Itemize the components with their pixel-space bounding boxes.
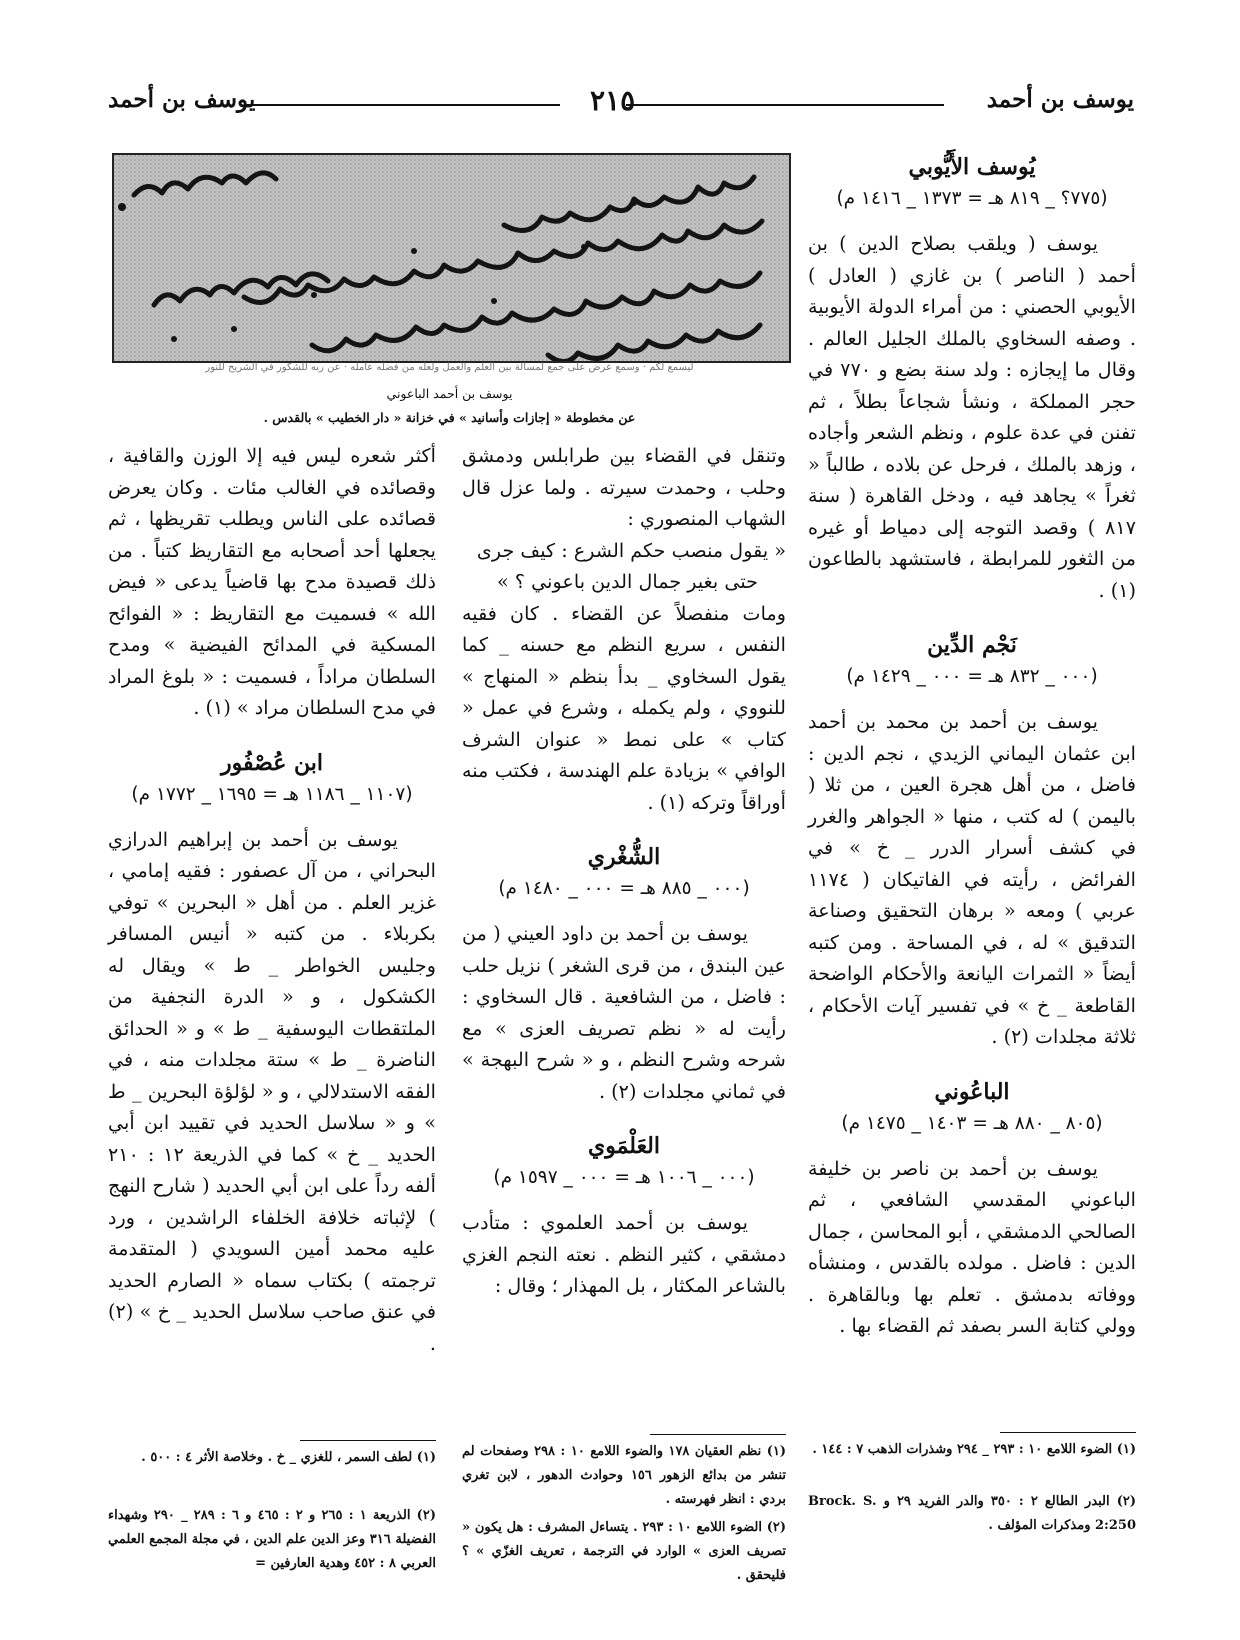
entry-text: يوسف بن أحمد العلموي : متأدب دمشقي ، كثير النظم . نعته النجم الغزي بالشاعر المكثار ، بل المهذار ؛ وقال :: [462, 1211, 786, 1297]
entry-text: يوسف بن أحمد بن داود العيني ( من عين البندق ، من قرى الشغر ) نزيل حلب : فاضل ، من الشافعية . قال السخاوي : رأيت له « نظم تصريف العزى » مع شرحه وشرح النظم ، و « شرح البهجة » في ثماني مجلدات (٢) .: [462, 922, 786, 1103]
image-caption-source: عن مخطوطة « إجازات وأسانيد » في خزانة « دار الخطيب » بالقدس .: [263, 410, 636, 425]
column-right: [808, 150, 1136, 1342]
footnote-separator: [1000, 1432, 1136, 1433]
entry-dates: (٧٧٥؟ _ ٨١٩ هـ = ١٣٧٣ _ ١٤١٦ م): [836, 188, 1108, 209]
footnote: (٢) الذريعة ١ : ٢٦٥ و ٢ : ٤٦٥ و ٦ : ٢٨٩ _ ٢٩٠ وشهداء الفضيلة ٣١٦ وعز الدين علم الدين ، في مجلة المجمع العلمي العربي ٨ : ٤٥٢ وهدية العارفين =: [108, 1508, 436, 1571]
entry-text: يوسف ( ويلقب بصلاح الدين ) بن أحمد ( الناصر ) بن غازي ( العادل ) الأيوبي الحصني : من أمراء الدولة الأيوبية . وصفه السخاوي بالملك الجليل العالم . وقال ما إيجازه : ولد سنة بضع و ٧٧٠ في حجر المملكة ، ونشأ شجاعاً بطلاً ، ثم تفنن في عدة علوم ، ونظم الشعر وأجاده ، وزهد بالملك ، فرحل عن بلاده ، طالباً « ثغراً » يجاهد فيه ، ودخل القاهرة ( سنة ٨١٧ ) وقصد التوجه إلى دمياط أو غيره من الثغور للمرابطة ، فاستشهد بالطاعون (١) .: [808, 232, 1137, 602]
entry-dates: (٠٠٠ _ ٨٣٢ هـ = ٠٠٠ _ ١٤٢٩ م): [846, 666, 1098, 687]
header-rule-right: [626, 104, 944, 106]
footnote: (١) لطف السمر ، للغزي _ خ . وخلاصة الأثر ٤ : ٥٠٠ .: [141, 1450, 436, 1465]
entry-text: يوسف بن أحمد بن محمد بن أحمد ابن عثمان اليماني الزيدي ، نجم الدين : فاضل ، من أهل هجرة العين ، من ثلا ( باليمن ) له كتب ، منها « الجواهر والغرر في كشف أسرار الدرر _ خ » في الفرائض ، رأيته في الفاتيكان ( ١١٧٤ عربي ) ومعه « برهان التحقيق وصناعة التدقيق » له ، في المساحة . ومن كتبه أيضاً « الثمرات اليانعة والأحكام الواضحة القاطعة _ خ » في تفسير آيات الأحكام ، ثلاثة مجلدات (٢) .: [808, 710, 1136, 1048]
column-left: [108, 440, 436, 1359]
footnote: (٢) الضوء اللامع ١٠ : ٢٩٣ . يتساءل المشرف : هل يكون « تصريف العزى » الوارد في الترجمة ، تعريف الغزّي » ؟ فليحقق .: [462, 1520, 786, 1583]
image-caption-title: يوسف بن أحمد الباعوني: [386, 386, 513, 401]
entry-title: نَجْم الدِّين: [927, 632, 1017, 658]
page-number: ٢١٥: [590, 84, 636, 117]
poem-line: « يقول منصب حكم الشرع : كيف جرى: [476, 538, 786, 562]
manuscript-line: وسمع عرض على جمع لمسألة بين العلم والعمل ولعله من فضله عامله: [350, 362, 640, 373]
entry-dates: (٠٠٠ _ ١٠٠٦ هـ = ٠٠٠ _ ١٥٩٧ م): [493, 1167, 755, 1188]
entry-title: العَلْمَوي: [587, 1133, 660, 1159]
manuscript-image: [112, 153, 791, 363]
running-header-right: يوسف بن أحمد: [986, 86, 1134, 113]
manuscript-line: عن ربه للشكور في الشريح للنور: [205, 362, 341, 373]
header-rule-left: [246, 104, 560, 106]
column-middle: [462, 440, 786, 1302]
manuscript-transcription: ليسمع لكم · وسمع عرض على جمع لمسألة بين العلم والعمل ولعله من فضله عامله · عن ربه للشكور في الشريح للنور: [205, 362, 694, 373]
poem-line: حتى بغير جمال الدين باعوني ؟ »: [497, 570, 758, 593]
entry-text-continued: ومات منفصلاً عن القضاء . كان فقيه النفس ، سريع النظم مع حسنه _ كما يقول السخاوي _ بدأ بنظم « المنهاج » للنووي ، ولم يكمله ، وشرع في عمل « كتاب » على نمط « عنوان الشرف الوافي » بزيادة علم الهندسة ، فكتب منه أوراقاً وتركه (١) .: [462, 601, 786, 814]
footnote: (١) الضوء اللامع ١٠ : ٢٩٣ _ ٢٩٤ وشذرات الذهب ٧ : ١٤٤ .: [812, 1442, 1136, 1457]
entry-dates: (٠٠٠ _ ٨٨٥ هـ = ٠٠٠ _ ١٤٨٠ م): [498, 878, 750, 899]
footnote: (٢) البدر الطالع ٢ : ٣٥٠ والدر الفريد ٢٩ و Brock. S. 2:250 ومذكرات المؤلف .: [808, 1494, 1137, 1533]
footnote-separator: [650, 1434, 786, 1435]
manuscript-handwriting: [114, 155, 789, 361]
manuscript-line: ليسمع لكم: [649, 362, 694, 373]
entry-title: الباعُوني: [934, 1078, 1010, 1105]
entry-title: الشُّغْري: [587, 844, 661, 870]
entry-title: ابن عُصْفُور: [221, 749, 323, 776]
footnote-separator: [300, 1440, 436, 1441]
running-header-left: يوسف بن أحمد: [108, 86, 256, 113]
entry-text: يوسف بن أحمد بن ناصر بن خليفة الباعوني المقدسي الشافعي ، ثم الصالحي الدمشقي ، أبو المحاسن ، جمال الدين : فاضل . مولده بالقدس ، ومنشأه ووفاته بدمشق . تعلم بها وبالقاهرة . وولي كتابة السر بصفد ثم القضاء بها .: [808, 1156, 1136, 1337]
entry-title: يُوسف الأَيُّوبي: [908, 154, 1036, 180]
entry-text-continued: أكثر شعره ليس فيه إلا الوزن والقافية ، وقصائده في الغالب مئات . وكان يعرض قصائده على الناس ويطلب تقريظها ، ثم يجعلها أحد أصحابه مع التقاريظ كتباً . من ذلك قصيدة مدح بها قاضياً يدعى « فيض الله » فسميت مع التقاريظ : « الفوائح المسكية في المدائح الفيضية » ومدح السلطان مراداً ، فسميت : « بلوغ المراد في مدح السلطان مراد » (١) .: [108, 444, 436, 719]
entry-dates: (١١٠٧ _ ١١٨٦ هـ = ١٦٩٥ _ ١٧٧٢ م): [131, 783, 413, 805]
entry-text-continued: وتنقل في القضاء بين طرابلس ودمشق وحلب ، وحمدت سيرته . ولما عزل قال الشهاب المنصوري :: [462, 444, 786, 530]
entry-text: يوسف بن أحمد بن إبراهيم الدرازي البحراني ، من آل عصفور : فقيه إمامي ، غزير العلم . من أهل « البحرين » توفي بكربلاء . من كتبه « أنيس المسافر وجليس الخواطر _ ط » ويقال له الكشكول ، و « الدرة النجفية من الملتقطات اليوسفية _ ط » و « الحدائق الناضرة _ ط » ستة مجلدات منه ، في الفقه الاستدلالي ، و « لؤلؤة البحرين _ ط » و « سلاسل الحديد في تقييد ابن أبي الحديد _ خ » كما في الذريعة ١٢ : ٢١٠ ألفه رداً على ابن أبي الحديد ( شارح النهج ) لإثباته خلافة الخلفاء الراشدين ، ورد عليه محمد أمين السويدي ( المتقدمة ترجمته ) بكتاب سماه « الصارم الحديد في عنق صاحب سلاسل الحديد _ خ » (٢) .: [108, 827, 436, 1355]
footnote: (١) نظم العقيان ١٧٨ والضوء اللامع ١٠ : ٢٩٨ وصفحات لم تنشر من بدائع الزهور ١٥٦ وحوادث الدهور ، لابن تغري بردي : انظر فهرسته .: [462, 1444, 786, 1507]
entry-dates: (٨٠٥ _ ٨٨٠ هـ = ١٤٠٣ _ ١٤٧٥ م): [841, 1112, 1103, 1134]
